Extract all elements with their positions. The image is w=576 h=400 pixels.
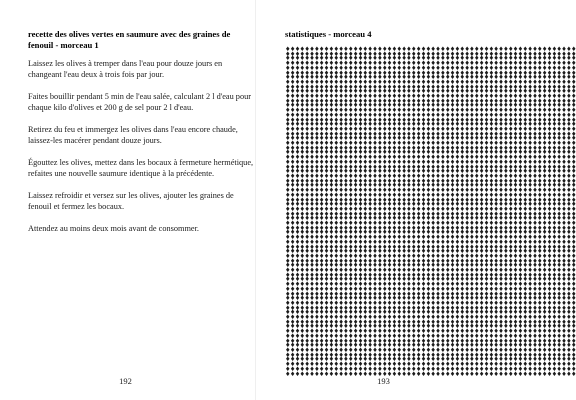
recipe-title: recette des olives vertes en saumure avec des graines de fenouil - morceau 1 — [28, 29, 231, 50]
recipe-paragraph: Laissez refroidir et versez sur les olives, ajouter les graines de fenouil et fermez les bocaux. — [28, 191, 234, 211]
glyph-pattern: ♦♦♦♦♦♦♦♦♦♦♦♦♦♦♦♦♦♦♦♦♦♦♦♦♦♦♦♦♦♦♦♦♦♦♦♦♦♦♦♦♦♦♦♦♦♦♦♦♦♦♦♦♦♦♦♦♦♦♦♦ ♦♦♦♦♦♦♦♦♦♦♦♦♦♦♦♦♦♦♦♦♦♦♦♦♦♦♦♦♦♦♦♦♦♦♦♦♦♦♦♦♦♦♦♦♦♦♦♦♦♦♦♦♦♦♦♦♦♦♦♦ ♦♦♦♦♦♦♦♦♦♦♦♦♦♦♦♦♦♦♦♦♦♦♦♦♦♦♦♦♦♦♦♦♦♦♦♦♦♦♦♦♦♦♦♦♦♦♦♦♦♦♦♦♦♦♦♦♦♦♦♦ ♦♦♦♦♦♦♦♦♦♦♦♦♦♦♦♦♦♦♦♦♦♦♦♦♦♦♦♦♦♦♦♦♦♦♦♦♦♦♦♦♦♦♦♦♦♦♦♦♦♦♦♦♦♦♦♦♦♦♦♦ ♦♦♦♦♦♦♦♦♦♦♦♦♦♦♦♦♦♦♦♦♦♦♦♦♦♦♦♦♦♦♦♦♦♦♦♦♦♦♦♦♦♦♦♦♦♦♦♦♦♦♦♦♦♦♦♦♦♦♦♦ ♦♦♦♦♦♦♦♦♦♦♦♦♦♦♦♦♦♦♦♦♦♦♦♦♦♦♦♦♦♦♦♦♦♦♦♦♦♦♦♦♦♦♦♦♦♦♦♦♦♦♦♦♦♦♦♦♦♦♦♦ ♦♦♦♦♦♦♦♦♦♦♦♦♦♦♦♦♦♦♦♦♦♦♦♦♦♦♦♦♦♦♦♦♦♦♦♦♦♦♦♦♦♦♦♦♦♦♦♦♦♦♦♦♦♦♦♦♦♦♦♦ ♦♦♦♦♦♦♦♦♦♦♦♦♦♦♦♦♦♦♦♦♦♦♦♦♦♦♦♦♦♦♦♦♦♦♦♦♦♦♦♦♦♦♦♦♦♦♦♦♦♦♦♦♦♦♦♦♦♦♦♦ ♦♦♦♦♦♦♦♦♦♦♦♦♦♦♦♦♦♦♦♦♦♦♦♦♦♦♦♦♦♦♦♦♦♦♦♦♦♦♦♦♦♦♦♦♦♦♦♦♦♦♦♦♦♦♦♦♦♦♦♦ ♦♦♦♦♦♦♦♦♦♦♦♦♦♦♦♦♦♦♦♦♦♦♦♦♦♦♦♦♦♦♦♦♦♦♦♦♦♦♦♦♦♦♦♦♦♦♦♦♦♦♦♦♦♦♦♦♦♦♦♦ ♦♦♦♦♦♦♦♦♦♦♦♦♦♦♦♦♦♦♦♦♦♦♦♦♦♦♦♦♦♦♦♦♦♦♦♦♦♦♦♦♦♦♦♦♦♦♦♦♦♦♦♦♦♦♦♦♦♦♦♦ ♦♦♦♦♦♦♦♦♦♦♦♦♦♦♦♦♦♦♦♦♦♦♦♦♦♦♦♦♦♦♦♦♦♦♦♦♦♦♦♦♦♦♦♦♦♦♦♦♦♦♦♦♦♦♦♦♦♦♦♦ ♦♦♦♦♦♦♦♦♦♦♦♦♦♦♦♦♦♦♦♦♦♦♦♦♦♦♦♦♦♦♦♦♦♦♦♦♦♦♦♦♦♦♦♦♦♦♦♦♦♦♦♦♦♦♦♦♦♦♦♦ ♦♦♦♦♦♦♦♦♦♦♦♦♦♦♦♦♦♦♦♦♦♦♦♦♦♦♦♦♦♦♦♦♦♦♦♦♦♦♦♦♦♦♦♦♦♦♦♦♦♦♦♦♦♦♦♦♦♦♦♦ ♦♦♦♦♦♦♦♦♦♦♦♦♦♦♦♦♦♦♦♦♦♦♦♦♦♦♦♦♦♦♦♦♦♦♦♦♦♦♦♦♦♦♦♦♦♦♦♦♦♦♦♦♦♦♦♦♦♦♦♦ ♦♦♦♦♦♦♦♦♦♦♦♦♦♦♦♦♦♦♦♦♦♦♦♦♦♦♦♦♦♦♦♦♦♦♦♦♦♦♦♦♦♦♦♦♦♦♦♦♦♦♦♦♦♦♦♦♦♦♦♦ ♦♦♦♦♦♦♦♦♦♦♦♦♦♦♦♦♦♦♦♦♦♦♦♦♦♦♦♦♦♦♦♦♦♦♦♦♦♦♦♦♦♦♦♦♦♦♦♦♦♦♦♦♦♦♦♦♦♦♦♦ ♦♦♦♦♦♦♦♦♦♦♦♦♦♦♦♦♦♦♦♦♦♦♦♦♦♦♦♦♦♦♦♦♦♦♦♦♦♦♦♦♦♦♦♦♦♦♦♦♦♦♦♦♦♦♦♦♦♦♦♦ ♦♦♦♦♦♦♦♦♦♦♦♦♦♦♦♦♦♦♦♦♦♦♦♦♦♦♦♦♦♦♦♦♦♦♦♦♦♦♦♦♦♦♦♦♦♦♦♦♦♦♦♦♦♦♦♦♦♦♦♦ ♦♦♦♦♦♦♦♦♦♦♦♦♦♦♦♦♦♦♦♦♦♦♦♦♦♦♦♦♦♦♦♦♦♦♦♦♦♦♦♦♦♦♦♦♦♦♦♦♦♦♦♦♦♦♦♦♦♦♦♦ ♦♦♦♦♦♦♦♦♦♦♦♦♦♦♦♦♦♦♦♦♦♦♦♦♦♦♦♦♦♦♦♦♦♦♦♦♦♦♦♦♦♦♦♦♦♦♦♦♦♦♦♦♦♦♦♦♦♦♦♦ ♦♦♦♦♦♦♦♦♦♦♦♦♦♦♦♦♦♦♦♦♦♦♦♦♦♦♦♦♦♦♦♦♦♦♦♦♦♦♦♦♦♦♦♦♦♦♦♦♦♦♦♦♦♦♦♦♦♦♦♦ ♦♦♦♦♦♦♦♦♦♦♦♦♦♦♦♦♦♦♦♦♦♦♦♦♦♦♦♦♦♦♦♦♦♦♦♦♦♦♦♦♦♦♦♦♦♦♦♦♦♦♦♦♦♦♦♦♦♦♦♦ ♦♦♦♦♦♦♦♦♦♦♦♦♦♦♦♦♦♦♦♦♦♦♦♦♦♦♦♦♦♦♦♦♦♦♦♦♦♦♦♦♦♦♦♦♦♦♦♦♦♦♦♦♦♦♦♦♦♦♦♦ ♦♦♦♦♦♦♦♦♦♦♦♦♦♦♦♦♦♦♦♦♦♦♦♦♦♦♦♦♦♦♦♦♦♦♦♦♦♦♦♦♦♦♦♦♦♦♦♦♦♦♦♦♦♦♦♦♦♦♦♦ ♦♦♦♦♦♦♦♦♦♦♦♦♦♦♦♦♦♦♦♦♦♦♦♦♦♦♦♦♦♦♦♦♦♦♦♦♦♦♦♦♦♦♦♦♦♦♦♦♦♦♦♦♦♦♦♦♦♦♦♦ ♦♦♦♦♦♦♦♦♦♦♦♦♦♦♦♦♦♦♦♦♦♦♦♦♦♦♦♦♦♦♦♦♦♦♦♦♦♦♦♦♦♦♦♦♦♦♦♦♦♦♦♦♦♦♦♦♦♦♦♦ ♦♦♦♦♦♦♦♦♦♦♦♦♦♦♦♦♦♦♦♦♦♦♦♦♦♦♦♦♦♦♦♦♦♦♦♦♦♦♦♦♦♦♦♦♦♦♦♦♦♦♦♦♦♦♦♦♦♦♦♦ ♦♦♦♦♦♦♦♦♦♦♦♦♦♦♦♦♦♦♦♦♦♦♦♦♦♦♦♦♦♦♦♦♦♦♦♦♦♦♦♦♦♦♦♦♦♦♦♦♦♦♦♦♦♦♦♦♦♦♦♦ ♦♦♦♦♦♦♦♦♦♦♦♦♦♦♦♦♦♦♦♦♦♦♦♦♦♦♦♦♦♦♦♦♦♦♦♦♦♦♦♦♦♦♦♦♦♦♦♦♦♦♦♦♦♦♦♦♦♦♦♦ ♦♦♦♦♦♦♦♦♦♦♦♦♦♦♦♦♦♦♦♦♦♦♦♦♦♦♦♦♦♦♦♦♦♦♦♦♦♦♦♦♦♦♦♦♦♦♦♦♦♦♦♦♦♦♦♦♦♦♦♦ ♦♦♦♦♦♦♦♦♦♦♦♦♦♦♦♦♦♦♦♦♦♦♦♦♦♦♦♦♦♦♦♦♦♦♦♦♦♦♦♦♦♦♦♦♦♦♦♦♦♦♦♦♦♦♦♦♦♦♦♦ ♦♦♦♦♦♦♦♦♦♦♦♦♦♦♦♦♦♦♦♦♦♦♦♦♦♦♦♦♦♦♦♦♦♦♦♦♦♦♦♦♦♦♦♦♦♦♦♦♦♦♦♦♦♦♦♦♦♦♦♦ ♦♦♦♦♦♦♦♦♦♦♦♦♦♦♦♦♦♦♦♦♦♦♦♦♦♦♦♦♦♦♦♦♦♦♦♦♦♦♦♦♦♦♦♦♦♦♦♦♦♦♦♦♦♦♦♦♦♦♦♦ ♦♦♦♦♦♦♦♦♦♦♦♦♦♦♦♦♦♦♦♦♦♦♦♦♦♦♦♦♦♦♦♦♦♦♦♦♦♦♦♦♦♦♦♦♦♦♦♦♦♦♦♦♦♦♦♦♦♦♦♦ ♦♦♦♦♦♦♦♦♦♦♦♦♦♦♦♦♦♦♦♦♦♦♦♦♦♦♦♦♦♦♦♦♦♦♦♦♦♦♦♦♦♦♦♦♦♦♦♦♦♦♦♦♦♦♦♦♦♦♦♦ ♦♦♦♦♦♦♦♦♦♦♦♦♦♦♦♦♦♦♦♦♦♦♦♦♦♦♦♦♦♦♦♦♦♦♦♦♦♦♦♦♦♦♦♦♦♦♦♦♦♦♦♦♦♦♦♦♦♦♦♦ ♦♦♦♦♦♦♦♦♦♦♦♦♦♦♦♦♦♦♦♦♦♦♦♦♦♦♦♦♦♦♦♦♦♦♦♦♦♦♦♦♦♦♦♦♦♦♦♦♦♦♦♦♦♦♦♦♦♦♦♦ ♦♦♦♦♦♦♦♦♦♦♦♦♦♦♦♦♦♦♦♦♦♦♦♦♦♦♦♦♦♦♦♦♦♦♦♦♦♦♦♦♦♦♦♦♦♦♦♦♦♦♦♦♦♦♦♦♦♦♦♦ ♦♦♦♦♦♦♦♦♦♦♦♦♦♦♦♦♦♦♦♦♦♦♦♦♦♦♦♦♦♦♦♦♦♦♦♦♦♦♦♦♦♦♦♦♦♦♦♦♦♦♦♦♦♦♦♦♦♦♦♦ ♦♦♦♦♦♦♦♦♦♦♦♦♦♦♦♦♦♦♦♦♦♦♦♦♦♦♦♦♦♦♦♦♦♦♦♦♦♦♦♦♦♦♦♦♦♦♦♦♦♦♦♦♦♦♦♦♦♦♦♦ ♦♦♦♦♦♦♦♦♦♦♦♦♦♦♦♦♦♦♦♦♦♦♦♦♦♦♦♦♦♦♦♦♦♦♦♦♦♦♦♦♦♦♦♦♦♦♦♦♦♦♦♦♦♦♦♦♦♦♦♦ ♦♦♦♦♦♦♦♦♦♦♦♦♦♦♦♦♦♦♦♦♦♦♦♦♦♦♦♦♦♦♦♦♦♦♦♦♦♦♦♦♦♦♦♦♦♦♦♦♦♦♦♦♦♦♦♦♦♦♦♦ ♦♦♦♦♦♦♦♦♦♦♦♦♦♦♦♦♦♦♦♦♦♦♦♦♦♦♦♦♦♦♦♦♦♦♦♦♦♦♦♦♦♦♦♦♦♦♦♦♦♦♦♦♦♦♦♦♦♦♦♦ ♦♦♦♦♦♦♦♦♦♦♦♦♦♦♦♦♦♦♦♦♦♦♦♦♦♦♦♦♦♦♦♦♦♦♦♦♦♦♦♦♦♦♦♦♦♦♦♦♦♦♦♦♦♦♦♦♦♦♦♦ ♦♦♦♦♦♦♦♦♦♦♦♦♦♦♦♦♦♦♦♦♦♦♦♦♦♦♦♦♦♦♦♦♦♦♦♦♦♦♦♦♦♦♦♦♦♦♦♦♦♦♦♦♦♦♦♦♦♦♦♦ ♦♦♦♦♦♦♦♦♦♦♦♦♦♦♦♦♦♦♦♦♦♦♦♦♦♦♦♦♦♦♦♦♦♦♦♦♦♦♦♦♦♦♦♦♦♦♦♦♦♦♦♦♦♦♦♦♦♦♦♦ ♦♦♦♦♦♦♦♦♦♦♦♦♦♦♦♦♦♦♦♦♦♦♦♦♦♦♦♦♦♦♦♦♦♦♦♦♦♦♦♦♦♦♦♦♦♦♦♦♦♦♦♦♦♦♦♦♦♦♦♦ ♦♦♦♦♦♦♦♦♦♦♦♦♦♦♦♦♦♦♦♦♦♦♦♦♦♦♦♦♦♦♦♦♦♦♦♦♦♦♦♦♦♦♦♦♦♦♦♦♦♦♦♦♦♦♦♦♦♦♦♦ ♦♦♦♦♦♦♦♦♦♦♦♦♦♦♦♦♦♦♦♦♦♦♦♦♦♦♦♦♦♦♦♦♦♦♦♦♦♦♦♦♦♦♦♦♦♦♦♦♦♦♦♦♦♦♦♦♦♦♦♦ ♦♦♦♦♦♦♦♦♦♦♦♦♦♦♦♦♦♦♦♦♦♦♦♦♦♦♦♦♦♦♦♦♦♦♦♦♦♦♦♦♦♦♦♦♦♦♦♦♦♦♦♦♦♦♦♦♦♦♦♦ ♦♦♦♦♦♦♦♦♦♦♦♦♦♦♦♦♦♦♦♦♦♦♦♦♦♦♦♦♦♦♦♦♦♦♦♦♦♦♦♦♦♦♦♦♦♦♦♦♦♦♦♦♦♦♦♦♦♦♦♦ ♦♦♦♦♦♦♦♦♦♦♦♦♦♦♦♦♦♦♦♦♦♦♦♦♦♦♦♦♦♦♦♦♦♦♦♦♦♦♦♦♦♦♦♦♦♦♦♦♦♦♦♦♦♦♦♦♦♦♦♦ ♦♦♦♦♦♦♦♦♦♦♦♦♦♦♦♦♦♦♦♦♦♦♦♦♦♦♦♦♦♦♦♦♦♦♦♦♦♦♦♦♦♦♦♦♦♦♦♦♦♦♦♦♦♦♦♦♦♦♦♦ ♦♦♦♦♦♦♦♦♦♦♦♦♦♦♦♦♦♦♦♦♦♦♦♦♦♦♦♦♦♦♦♦♦♦♦♦♦♦♦♦♦♦♦♦♦♦♦♦♦♦♦♦♦♦♦♦♦♦♦♦ ♦♦♦♦♦♦♦♦♦♦♦♦♦♦♦♦♦♦♦♦♦♦♦♦♦♦♦♦♦♦♦♦♦♦♦♦♦♦♦♦♦♦♦♦♦♦♦♦♦♦♦♦♦♦♦♦♦♦♦♦ ♦♦♦♦♦♦♦♦♦♦♦♦♦♦♦♦♦♦♦♦♦♦♦♦♦♦♦♦♦♦♦♦♦♦♦♦♦♦♦♦♦♦♦♦♦♦♦♦♦♦♦♦♦♦♦♦♦♦♦♦ ♦♦♦♦♦♦♦♦♦♦♦♦♦♦♦♦♦♦♦♦♦♦♦♦♦♦♦♦♦♦♦♦♦♦♦♦♦♦♦♦♦♦♦♦♦♦♦♦♦♦♦♦♦♦♦♦♦♦♦♦ ♦♦♦♦♦♦♦♦♦♦♦♦♦♦♦♦♦♦♦♦♦♦♦♦♦♦♦♦♦♦♦♦♦♦♦♦♦♦♦♦♦♦♦♦♦♦♦♦♦♦♦♦♦♦♦♦♦♦♦♦ ♦♦♦♦♦♦♦♦♦♦♦♦♦♦♦♦♦♦♦♦♦♦♦♦♦♦♦♦♦♦♦♦♦♦♦♦♦♦♦♦♦♦♦♦♦♦♦♦♦♦♦♦♦♦♦♦♦♦♦♦ ♦♦♦♦♦♦♦♦♦♦♦♦♦♦♦♦♦♦♦♦♦♦♦♦♦♦♦♦♦♦♦♦♦♦♦♦♦♦♦♦♦♦♦♦♦♦♦♦♦♦♦♦♦♦♦♦♦♦♦♦ ♦♦♦♦♦♦♦♦♦♦♦♦♦♦♦♦♦♦♦♦♦♦♦♦♦♦♦♦♦♦♦♦♦♦♦♦♦♦♦♦♦♦♦♦♦♦♦♦♦♦♦♦♦♦♦♦♦♦♦♦ ♦♦♦♦♦♦♦♦♦♦♦♦♦♦♦♦♦♦♦♦♦♦♦♦♦♦♦♦♦♦♦♦♦♦♦♦♦♦♦♦♦♦♦♦♦♦♦♦♦♦♦♦♦♦♦♦♦♦♦♦ ♦♦♦♦♦♦♦♦♦♦♦♦♦♦♦♦♦♦♦♦♦♦♦♦♦♦♦♦♦♦♦♦♦♦♦♦♦♦♦♦♦♦♦♦♦♦♦♦♦♦♦♦♦♦♦♦♦♦♦♦ ♦♦♦♦♦♦♦♦♦♦♦♦♦♦♦♦♦♦♦♦♦♦♦♦♦♦♦♦♦♦♦♦♦♦♦♦♦♦♦♦♦♦♦♦♦♦♦♦♦♦♦♦♦♦♦♦♦♦♦♦ ♦♦♦♦♦♦♦♦♦♦♦♦♦♦♦♦♦♦♦♦♦♦♦♦♦♦♦♦♦♦♦♦♦♦♦♦♦♦♦♦♦♦♦♦♦♦♦♦♦♦♦♦♦♦♦♦♦♦♦♦ ♦♦♦♦♦♦♦♦♦♦♦♦♦♦♦♦♦♦♦♦♦♦♦♦♦♦♦♦♦♦♦♦♦♦♦♦♦♦♦♦♦♦♦♦♦♦♦♦♦♦♦♦♦♦♦♦♦♦♦♦ ♦♦♦♦♦♦♦♦♦♦♦♦♦♦♦♦♦♦♦♦♦♦♦♦♦♦♦♦♦♦♦♦♦♦♦♦♦♦♦♦♦♦♦♦♦♦♦♦♦♦♦♦♦♦♦♦♦♦♦♦ ♦♦♦♦♦♦♦♦♦♦♦♦♦♦♦♦♦♦♦♦♦♦♦♦♦♦♦♦♦♦♦♦♦♦♦♦♦♦♦♦♦♦♦♦♦♦♦♦♦♦♦♦♦♦♦♦♦♦♦♦ ♦♦♦♦♦♦♦♦♦♦♦♦♦♦♦♦♦♦♦♦♦♦♦♦♦♦♦♦♦♦♦♦♦♦♦♦♦♦♦♦♦♦♦♦♦♦♦♦♦♦♦♦♦♦♦♦♦♦♦♦ — [285, 46, 576, 378]
statistics-title: statistiques - morceau 4 — [285, 29, 372, 39]
page-number-left: 192 — [119, 376, 132, 386]
recipe-paragraph: Retirez du feu et immergez les olives dans l'eau encore chaude, laissez-les macérer pendant douze jours. — [28, 125, 238, 145]
page-number-right: 193 — [377, 376, 390, 386]
recipe-paragraph: Faites bouillir pendant 5 min de l'eau salée, calculant 2 l d'eau pour chaque kilo d'olives et 200 g de sel pour 2 l d'eau. — [28, 92, 252, 112]
recipe-paragraph: Égouttez les olives, mettez dans les bocaux à fermeture hermétique, refaites une nouvelle saumure identique à la précédente. — [28, 158, 254, 178]
recipe-body — [28, 58, 254, 245]
recipe-paragraph: Laissez les olives à tremper dans l'eau pour douze jours en changeant l'eau deux à trois fois par jour. — [28, 59, 223, 79]
recipe-paragraph: Attendez au moins deux mois avant de consommer. — [28, 224, 199, 233]
right-page — [256, 0, 576, 400]
left-page — [0, 0, 255, 400]
